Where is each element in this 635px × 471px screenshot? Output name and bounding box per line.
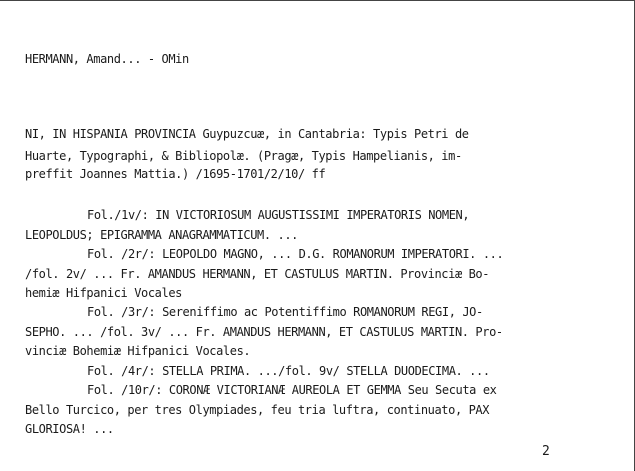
folio-entry-line: Fol. /10r/: CORONÆ VICTORIANÆ AUREOLA ET GEMMA Seu Secuta ex [87,383,497,397]
folio-entry-line: SEPHO. ... /fol. 3v/ ... Fr. AMANDUS HERMANN, ET CASTULUS MARTIN. Pro- [25,325,503,339]
title-line: NI, IN HISPANIA PROVINCIA Guypuzcuæ, in Cantabria: Typis Petri de [25,127,469,141]
folio-entry-line: vinciæ Bohemiæ Hifpanici Vocales. [25,344,251,358]
folio-entry-line: Fol. /2r/: LEOPOLDO MAGNO, ... D.G. ROMANORUM IMPERATORI. ... [87,247,504,261]
folio-entry-line: Fol./1v/: IN VICTORIOSUM AUGUSTISSIMI IMPERATORIS NOMEN, [87,208,470,222]
folio-entry-line: Fol. /4r/: STELLA PRIMA. .../fol. 9v/ STELLA DUODECIMA. ... [87,364,490,378]
folio-entry-line: Bello Turcico, per tres Olympiades, feu tria luftra, continuato, PAX [25,403,490,417]
title-line: preffit Joannes Mattia.) /1695-1701/2/10/ ff [25,167,326,181]
card-top-edge [0,0,635,1]
folio-entry-line: LEOPOLDUS; EPIGRAMMA ANAGRAMMATICUM. ... [25,228,298,242]
card-heading: HERMANN, Amand... - OMin [25,52,189,66]
page-number: 2 [542,444,550,459]
folio-entry-line: GLORIOSA! ... [25,422,114,436]
title-line: Huarte, Typographi, & Bibliopolæ. (Pragæ, Typis Hampelianis, im- [25,149,462,163]
folio-entry-line: Fol. /3r/: Sereniffimo ac Potentiffimo ROMANORUM REGI, JO- [87,305,483,319]
folio-entry-line: /fol. 2v/ ... Fr. AMANDUS HERMANN, ET CASTULUS MARTIN. Provinciæ Bo- [25,267,490,281]
folio-entry-line: hemiæ Hifpanici Vocales [25,286,182,300]
